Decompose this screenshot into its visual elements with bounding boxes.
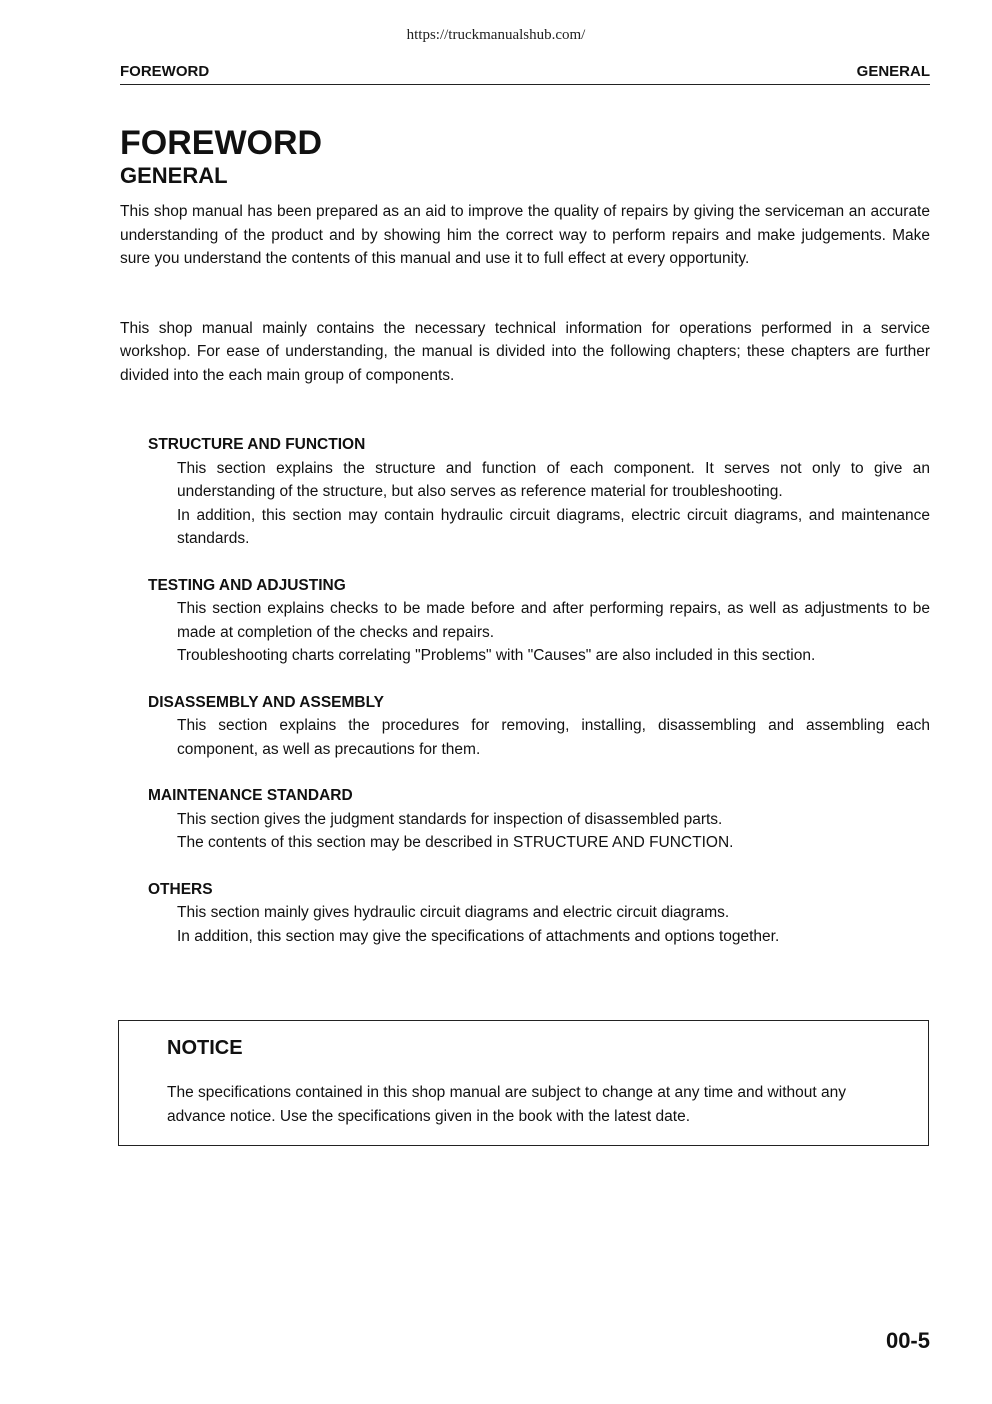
section-text: The contents of this section may be described in STRUCTURE AND FUNCTION. <box>177 834 734 851</box>
page-title: FOREWORD <box>120 124 323 162</box>
section-title: OTHERS <box>148 880 213 898</box>
section-maintenance-standard <box>148 784 930 855</box>
header-left: FOREWORD <box>120 63 210 80</box>
section-text: This section explains the procedures for removing, installing, disassembling and assembling each component, as well as precautions for them. <box>177 717 930 758</box>
notice-title: NOTICE <box>167 1037 243 1059</box>
section-text: This section gives the judgment standards for inspection of disassembled parts. <box>177 810 723 828</box>
contents-paragraph: This shop manual mainly contains the necessary technical information for operations performed in a service workshop. For ease of understanding, the manual is divided into the following chapters; these chapters are further divided into the each main group of components. <box>120 319 930 384</box>
section-others <box>148 878 930 949</box>
section-text: In addition, this section may give the specifications of attachments and options together. <box>177 927 780 945</box>
chapter-list <box>120 433 930 948</box>
running-header <box>120 63 930 85</box>
section-text: Troubleshooting charts correlating "Problems" with "Causes" are also included in this section. <box>177 647 816 664</box>
section-text: This section mainly gives hydraulic circuit diagrams and electric circuit diagrams. <box>177 904 730 921</box>
header-right: GENERAL <box>856 63 930 80</box>
section-text: In addition, this section may contain hydraulic circuit diagrams, electric circuit diagrams, and maintenance standards. <box>177 506 930 547</box>
section-text: This section explains checks to be made before and after performing repairs, as well as adjustments to be made at completion of the checks and repairs. <box>177 600 930 641</box>
section-title: TESTING AND ADJUSTING <box>148 576 346 594</box>
section-title: MAINTENANCE STANDARD <box>148 787 353 804</box>
section-testing-and-adjusting <box>148 574 930 668</box>
notice-box <box>118 1020 929 1146</box>
intro-paragraph: This shop manual has been prepared as an aid to improve the quality of repairs by giving the serviceman an accurate understanding of the product and by showing him the correct way to perform repairs and make judgements. Make sure you understand the contents of this manual and use it to full effect at every opportunity. <box>120 203 930 267</box>
section-disassembly-and-assembly <box>148 691 930 762</box>
page-subtitle: GENERAL <box>120 163 228 188</box>
section-text: This section explains the structure and function of each component. It serves not only to give an understanding of the structure, but also serves as reference material for troubleshooting. <box>177 459 930 500</box>
page-content <box>120 122 930 971</box>
notice-text: The specifications contained in this shop manual are subject to change at any time and without any advance notice. Use the specifications given in the book with the latest date. <box>167 1084 846 1125</box>
section-title: STRUCTURE AND FUNCTION <box>148 436 366 453</box>
section-title: DISASSEMBLY AND ASSEMBLY <box>148 693 384 711</box>
section-structure-and-function <box>148 433 930 551</box>
page-number: 00-5 <box>885 1328 930 1353</box>
source-url: https://truckmanualshub.com/ <box>406 27 586 43</box>
